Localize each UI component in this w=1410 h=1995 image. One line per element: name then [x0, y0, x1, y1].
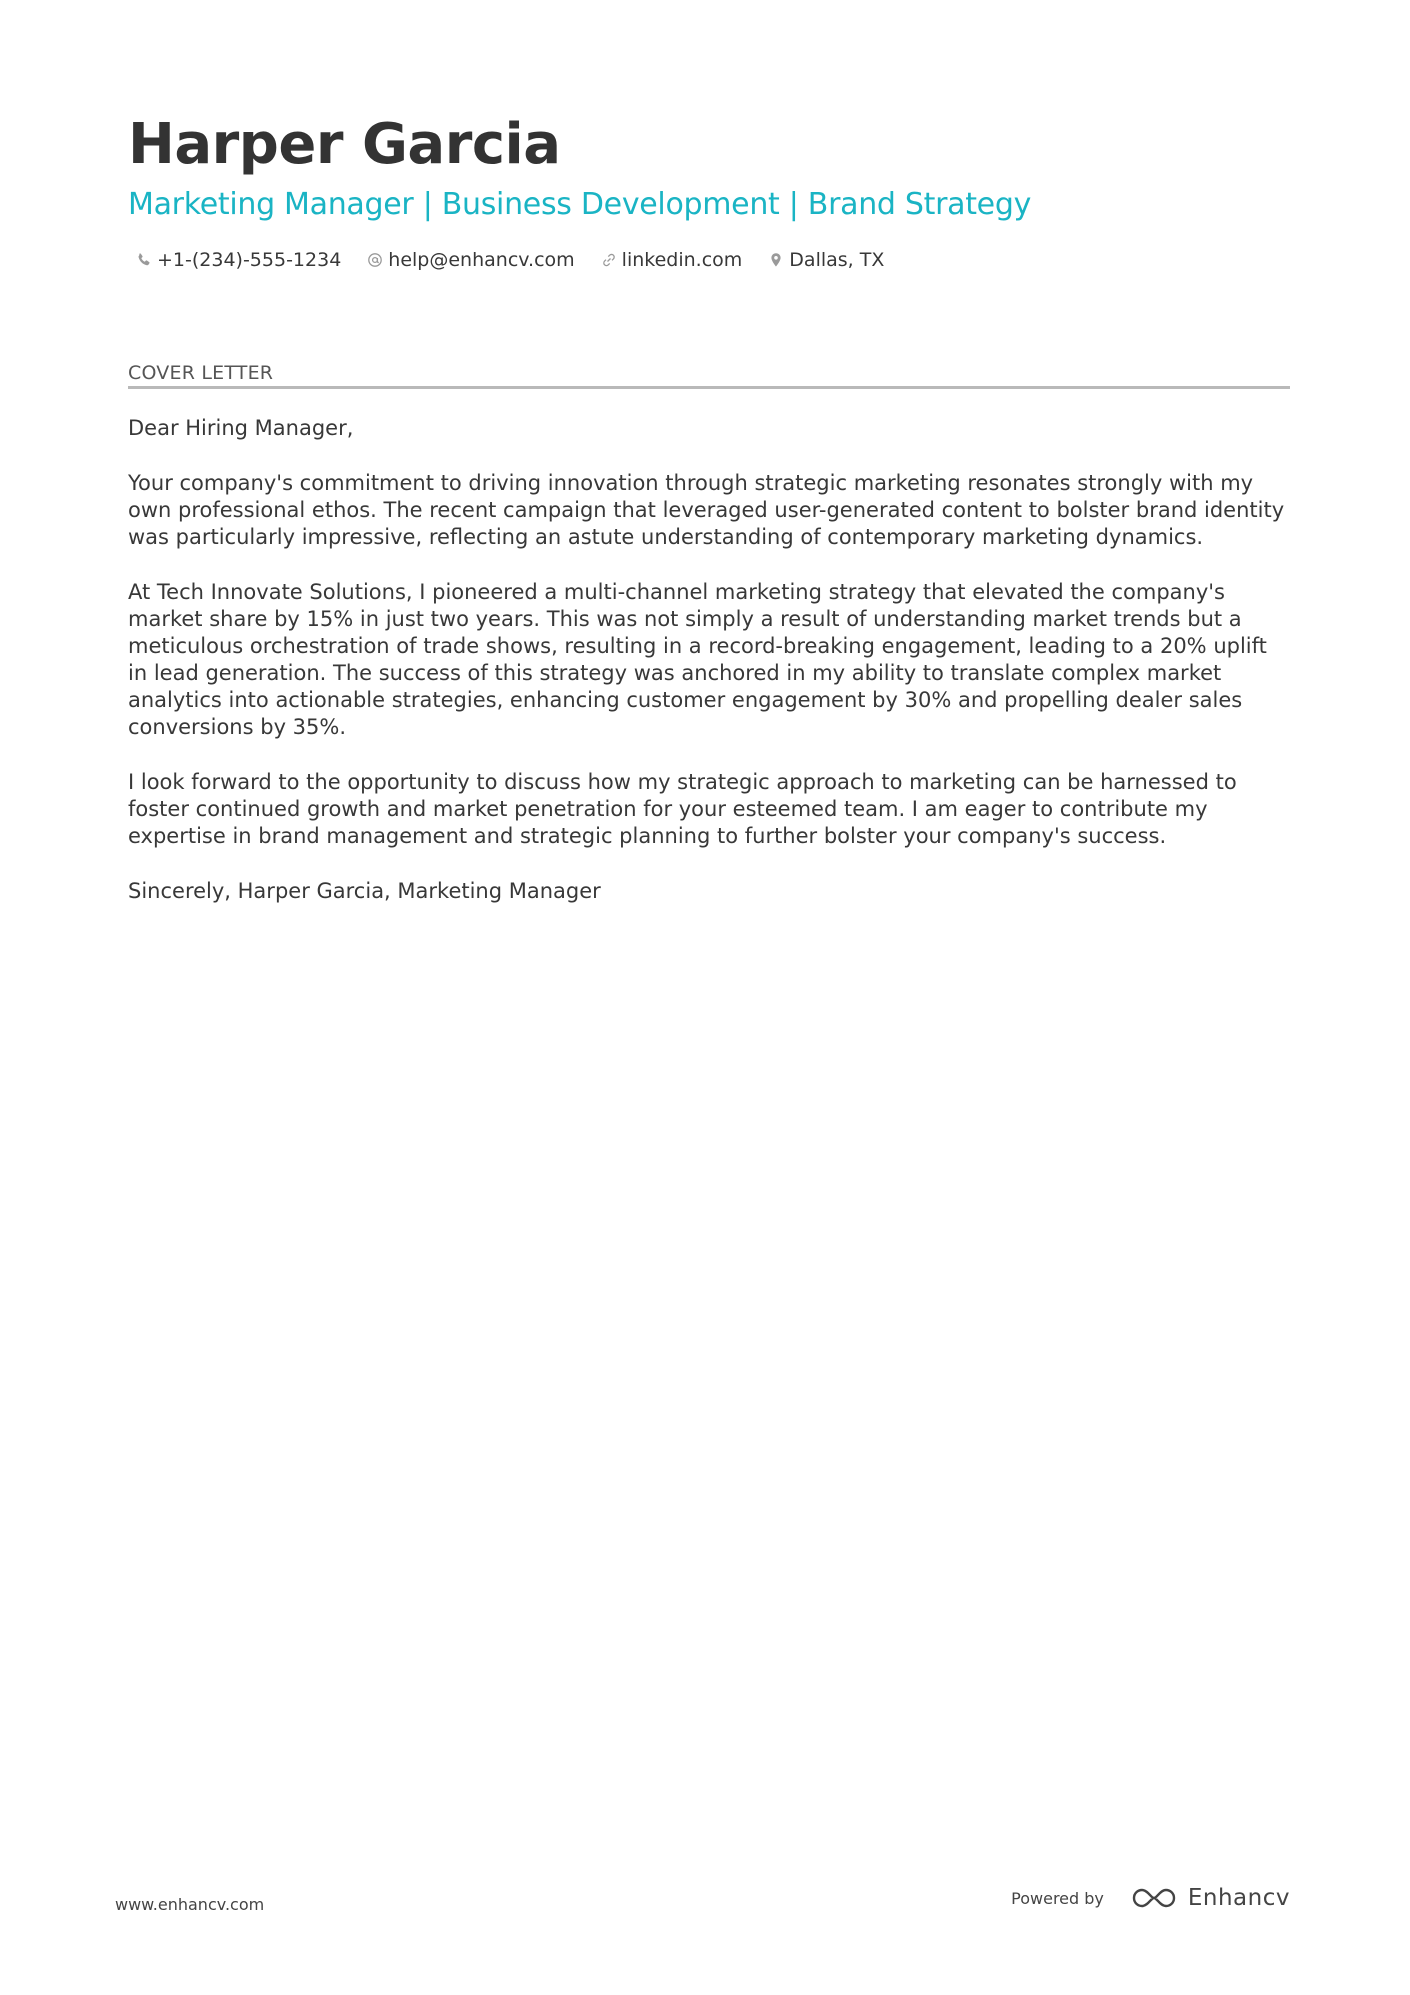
contact-location-text: Dallas, TX [789, 249, 885, 271]
section-divider [128, 386, 1290, 389]
contact-phone [136, 246, 341, 274]
footer-branding [1011, 1884, 1290, 1912]
candidate-name: Harper Garcia [128, 112, 561, 177]
cover-letter-body [128, 415, 1290, 933]
enhancv-logo-text: Enhancv [1187, 1885, 1290, 1911]
footer-website[interactable]: www.enhancv.com [115, 1895, 265, 1914]
candidate-headline: Marketing Manager | Business Development | Brand Strategy [128, 187, 1032, 222]
location-pin-icon [768, 252, 784, 268]
letter-paragraph: At Tech Innovate Solutions, I pioneered a multi-channel marketing strategy that elevated the company's market share by 15% in just two years. This was not simply a result of understanding market trends but a meticulous orchestration of trade shows, resulting in a record-breaking engagement, leading to a 20% uplift in lead generation. The success of this strategy was anchored in my ability to translate complex market analytics into actionable strategies, enhancing customer engagement by 30% and propelling dealer sales conversions by 35%. [128, 580, 1267, 739]
contact-phone-text: +1-(234)-555-1234 [157, 249, 342, 271]
section-title-cover-letter: COVER LETTER [128, 362, 274, 384]
contact-link[interactable] [601, 246, 743, 274]
contact-link-text[interactable]: linkedin.com [621, 249, 743, 271]
contact-email-text[interactable]: help@enhancv.com [388, 249, 575, 271]
phone-icon [136, 252, 152, 268]
contact-email[interactable] [367, 246, 574, 274]
contact-location [768, 246, 884, 274]
letter-paragraph: I look forward to the opportunity to discuss how my strategic approach to marketing can be harnessed to foster continued growth and market penetration for your esteemed team. I am eager to contribute my expertise in brand management and strategic planning to further bolster your company's success. [128, 770, 1237, 848]
enhancv-logo-icon [1130, 1884, 1178, 1912]
contact-bar [136, 246, 910, 274]
letter-closing: Sincerely, Harper Garcia, Marketing Manager [128, 879, 601, 903]
at-icon [367, 252, 383, 268]
letter-paragraph: Your company's commitment to driving innovation through strategic marketing resonates strongly with my own professional ethos. The recent campaign that leveraged user-generated content to bolster brand identity was particularly impressive, reflecting an astute understanding of contemporary marketing dynamics. [128, 471, 1285, 549]
link-icon [601, 252, 617, 268]
enhancv-logo[interactable] [1130, 1884, 1290, 1912]
letter-greeting: Dear Hiring Manager, [128, 416, 354, 440]
powered-by-label: Powered by [1011, 1888, 1104, 1908]
